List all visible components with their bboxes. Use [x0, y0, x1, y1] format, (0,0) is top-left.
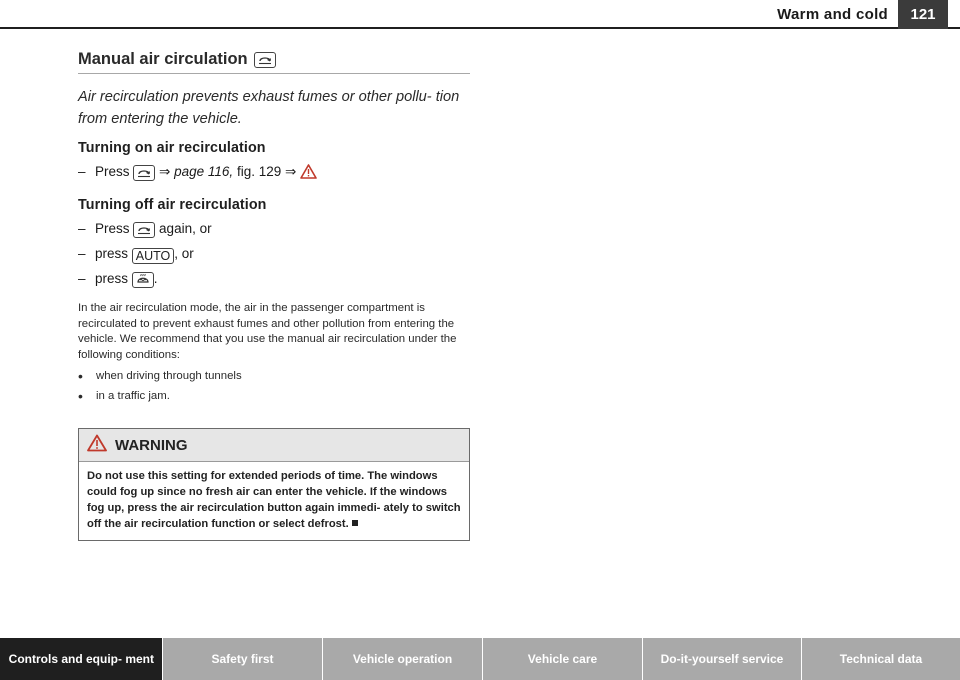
step-dash: –: [78, 164, 86, 179]
warning-box: [78, 428, 470, 541]
recirculation-key-icon: [133, 165, 155, 181]
step-text: [95, 269, 158, 289]
content-column: [78, 50, 470, 541]
recirculation-key-icon: [133, 222, 155, 238]
footer-tab-technical-data[interactable]: Technical data: [801, 638, 960, 680]
list-item: [78, 389, 470, 405]
end-of-section-icon: [352, 520, 358, 526]
bullet-icon: •: [78, 387, 83, 404]
warning-text: Do not use this setting for extended periods of time. The windows could fog up since no fresh air can enter the vehicle. If the windows fog up, press the air recirculation button again immedi- ately to switch off the air recirculation function or select defrost.: [87, 470, 461, 530]
step-prefix: press: [95, 246, 129, 261]
bullet-icon: •: [78, 368, 83, 384]
turning-off-step-3: [78, 269, 470, 289]
list-item-text: when driving through tunnels: [96, 370, 242, 382]
page-number: 121: [898, 0, 948, 29]
warning-header: [79, 429, 469, 462]
warning-triangle-icon: [300, 164, 317, 185]
turning-on-heading: Turning on air recirculation: [78, 140, 266, 156]
step-dash: –: [78, 221, 86, 236]
footer-tab-vehicle-operation[interactable]: Vehicle operation: [322, 638, 482, 680]
step-text: [95, 219, 212, 239]
step-text: [95, 244, 194, 264]
step-prefix: Press: [95, 164, 130, 179]
turning-off-step-2: [78, 244, 470, 264]
page-reference-link[interactable]: page 116,: [174, 164, 234, 179]
turning-off-step-1: [78, 219, 470, 239]
intro-text: Air recirculation prevents exhaust fumes or other pollu- tion from entering the vehicle.: [78, 89, 460, 127]
footer-tab-diy-service[interactable]: Do-it-yourself service: [642, 638, 801, 680]
section-title-text: Manual air circulation: [78, 50, 248, 68]
step-dash: –: [78, 246, 86, 261]
step-dash: –: [78, 271, 86, 286]
warning-body: [79, 462, 469, 540]
body-paragraph: In the air recirculation mode, the air in the passenger compartment is recirculated to prevent exhaust fumes and other pollution from entering the vehicle. We recommend that you use the manual air recirculation under the following conditions:: [78, 302, 457, 361]
turning-on-step: [78, 162, 470, 185]
chapter-title: Warm and cold: [777, 6, 888, 23]
defrost-key-icon: [132, 272, 154, 288]
warning-title: WARNING: [115, 436, 188, 454]
footer-nav: [0, 638, 960, 680]
arrow-right-icon: ⇒: [159, 164, 171, 179]
footer-tab-safety[interactable]: Safety first: [162, 638, 322, 680]
step-prefix: press: [95, 271, 129, 286]
header-rule: [0, 27, 960, 29]
step-text: [95, 162, 317, 185]
auto-key: AUTO: [132, 248, 175, 264]
list-item-text: in a traffic jam.: [96, 389, 170, 402]
figure-reference: fig. 129: [236, 164, 282, 179]
step-suffix: , or: [174, 246, 194, 261]
footer-tab-controls[interactable]: Controls and equip- ment: [0, 638, 162, 680]
turning-off-heading: Turning off air recirculation: [78, 197, 267, 213]
warning-triangle-icon: [87, 434, 107, 456]
arrow-right-icon: ⇒: [285, 164, 297, 179]
step-suffix: again, or: [159, 221, 212, 236]
step-suffix: .: [153, 271, 158, 286]
step-prefix: Press: [95, 221, 130, 236]
section-title: [78, 50, 470, 74]
recirculation-key-icon: [254, 52, 276, 68]
footer-tab-vehicle-care[interactable]: Vehicle care: [482, 638, 642, 680]
list-item: [78, 369, 470, 385]
